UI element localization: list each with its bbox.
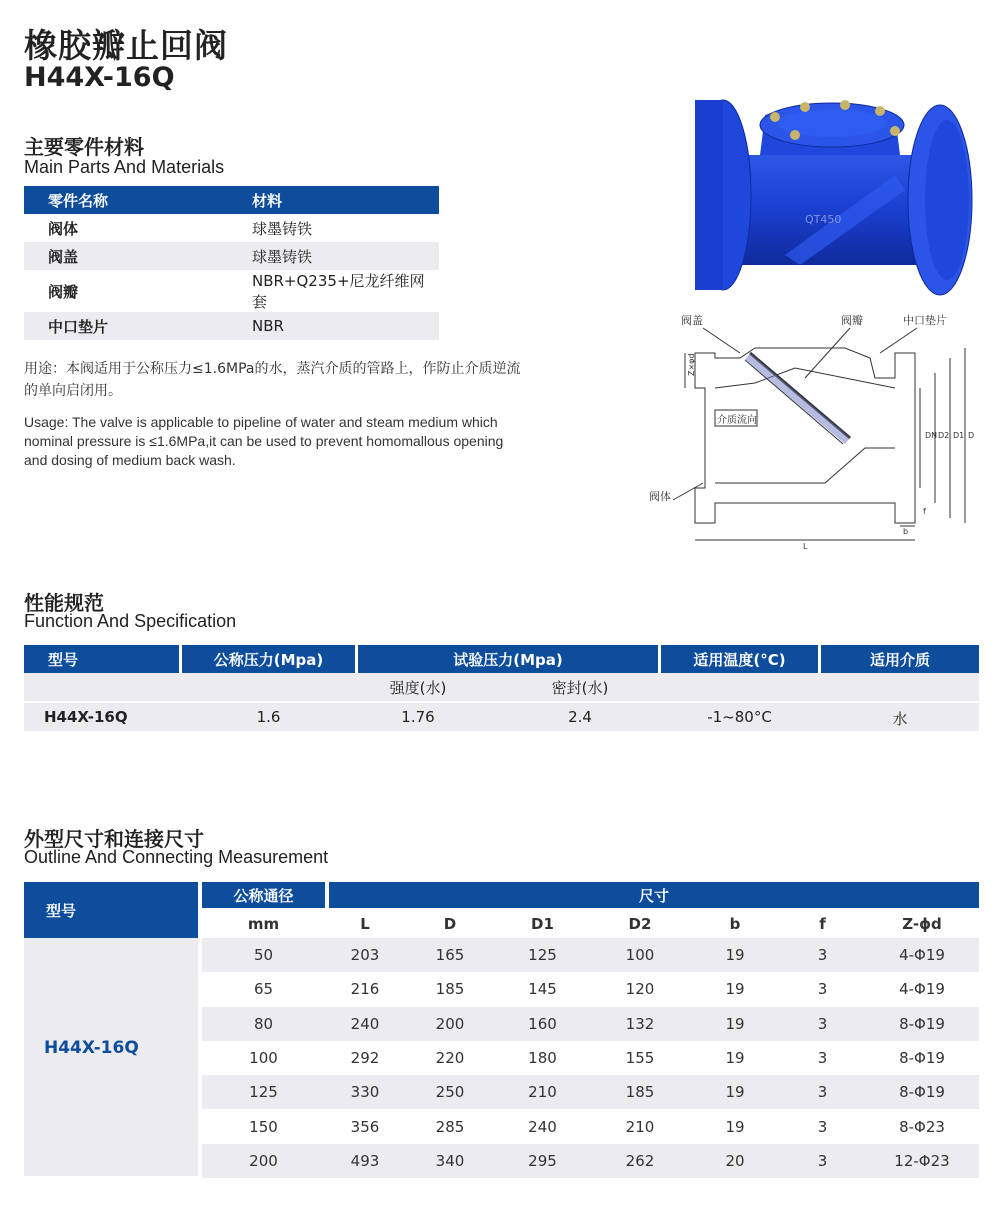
dim-cell-d: 200 (435, 1014, 465, 1033)
label-cover: 阀盖 (681, 314, 703, 327)
table-row (202, 1041, 979, 1075)
dim-cell-d: 250 (435, 1083, 465, 1102)
parts-title-en: Main Parts And Materials (24, 157, 225, 177)
dim-col-size: 尺寸 (329, 882, 979, 908)
spec-row-nominal: 1.6 (256, 708, 281, 726)
spec-row-temperature: -1~80°C (707, 708, 772, 726)
valve-plate-text: QT450 (805, 213, 842, 226)
spec-col-medium: 适用介质 (821, 645, 979, 673)
dim-cell-f: 3 (817, 980, 828, 999)
dim-sub-f: f (819, 915, 826, 933)
dim-cell-f: 3 (817, 1014, 828, 1033)
dim-cell-d: 285 (435, 1117, 465, 1136)
dim-cell-dn: 150 (249, 1117, 278, 1136)
dim-l: L (803, 542, 808, 551)
col-part-name: 零件名称 (24, 186, 228, 214)
dim-cell-b: 19 (725, 1083, 745, 1102)
valve-photo (695, 95, 975, 300)
dim-cell-d1: 125 (528, 946, 557, 964)
dim-cell-d2: 185 (625, 1083, 655, 1102)
col-material: 材料 (228, 186, 439, 214)
spec-subheader-band (24, 673, 979, 701)
dim-cell-b: 20 (725, 1151, 745, 1170)
dim-cell-d1: 180 (528, 1048, 557, 1067)
dim-cell-l: 203 (350, 946, 380, 964)
dim-cell-d: 165 (435, 946, 465, 964)
dim-cell-d: 340 (435, 1151, 465, 1170)
usage-text-en: Usage: The valve is applicable to pipeline of water and steam medium which nominal pressure is ≤1.6MPa,it can be used to prevent homomallous opening and dosing of medium back wash. (24, 414, 504, 468)
dim-cell-b: 19 (725, 1014, 745, 1033)
dim-sub-mm: mm (247, 915, 280, 933)
table-row (202, 938, 979, 972)
dim-cell-zd: 8-Φ19 (899, 1083, 945, 1102)
dim-cell-d2: 120 (625, 980, 655, 999)
dim-sub-d2: D2 (628, 915, 652, 933)
table-row (24, 270, 439, 312)
table-row (202, 1075, 979, 1109)
part-name: 阀体 (48, 219, 79, 238)
table-row (24, 214, 439, 242)
dim-d: D (968, 431, 975, 440)
dim-col-model: 型号 (24, 882, 198, 938)
label-body: 阀体 (649, 490, 671, 503)
dim-cell-f: 3 (817, 1151, 828, 1170)
dim-cell-b: 19 (725, 980, 745, 999)
table-row (24, 242, 439, 270)
spec-row-model: H44X-16Q (44, 708, 128, 726)
spec-col-test-pressure: 试验压力(Mpa) (358, 645, 658, 673)
spec-col-model: 型号 (24, 645, 179, 673)
dim-cell-d2: 155 (625, 1048, 655, 1067)
dim-cell-zd: 8-Φ23 (899, 1117, 945, 1136)
table-row (24, 312, 439, 340)
dim-cell-d: 220 (435, 1048, 465, 1067)
dim-cell-f: 3 (817, 1048, 828, 1067)
dim-cell-l: 240 (350, 1014, 380, 1033)
dim-cell-zd: 8-Φ19 (899, 1014, 945, 1033)
dim-cell-d1: 145 (528, 980, 557, 999)
spec-col-temperature: 适用温度(°C) (661, 645, 818, 673)
valve-cross-section-diagram (645, 308, 990, 553)
dim-title-cn: 外型尺寸和连接尺寸 (24, 827, 204, 851)
dim-cell-d1: 210 (528, 1083, 557, 1102)
dim-cell-d1: 160 (528, 1014, 557, 1033)
dim-cell-dn: 80 (253, 1014, 274, 1033)
part-name: 中口垫片 (24, 312, 228, 340)
dim-f: f (923, 507, 926, 516)
model-title: H44X-16Q (24, 62, 175, 93)
spec-col-nominal-pressure: 公称压力(Mpa) (182, 645, 355, 673)
dim-cell-d1: 295 (528, 1151, 557, 1170)
dim-cell-f: 3 (817, 1117, 828, 1136)
dim-cell-l: 493 (350, 1151, 380, 1170)
parts-table-header (24, 186, 439, 214)
dim-cell-b: 19 (725, 1048, 745, 1067)
dim-sub-l: L (360, 915, 370, 933)
dim-cell-l: 216 (350, 980, 380, 999)
dim-cell-b: 19 (725, 946, 745, 964)
parts-table (24, 186, 439, 340)
dim-zd: Z×φd (687, 353, 696, 376)
part-material: 球墨铸铁 (228, 242, 439, 270)
dim-title-en: Outline And Connecting Measurement (24, 847, 329, 867)
part-material: NBR+Q235+尼龙纤维网套 (252, 272, 425, 311)
dim-cell-d2: 262 (625, 1151, 655, 1170)
part-material: 球墨铸铁 (252, 219, 313, 238)
dim-cell-f: 3 (817, 1083, 828, 1102)
dim-sub-d: D (443, 915, 457, 933)
part-name: 阀瓣 (48, 282, 79, 301)
dim-cell-zd: 12-Φ23 (894, 1151, 950, 1170)
dim-model-label: H44X-16Q (44, 1038, 139, 1058)
spec-row-seal: 2.4 (568, 708, 592, 726)
table-row (202, 1110, 979, 1144)
dim-cell-d2: 132 (625, 1014, 655, 1033)
label-flow-direction: 介质流向 (717, 415, 757, 426)
dim-b: b (903, 527, 909, 536)
dim-cell-l: 356 (350, 1117, 380, 1136)
dim-cell-d2: 210 (625, 1117, 655, 1136)
dim-cell-dn: 100 (249, 1048, 278, 1067)
dim-sub-b: b (729, 915, 741, 933)
dim-dn: DN (925, 431, 938, 440)
dim-sub-zd: Z-ϕd (902, 915, 942, 933)
dim-cell-zd: 4-Φ19 (899, 980, 945, 999)
dim-cell-l: 292 (350, 1048, 380, 1067)
dim-cell-f: 3 (817, 946, 828, 964)
dim-cell-dn: 65 (253, 980, 274, 999)
dim-d1: D1 (953, 431, 965, 440)
spec-sub-strength: 强度(水) (389, 679, 447, 697)
parts-title-cn: 主要零件材料 (24, 135, 144, 159)
dim-d2: D2 (938, 431, 950, 440)
dim-sub-d1: D1 (531, 915, 554, 933)
page-title: 橡胶瓣止回阀 (24, 26, 228, 65)
spec-row-medium: 水 (892, 710, 908, 728)
spec-row-strength: 1.76 (401, 708, 435, 726)
dim-cell-dn: 200 (249, 1151, 278, 1170)
dim-cell-d2: 100 (625, 946, 655, 964)
dim-cell-dn: 50 (253, 946, 274, 964)
table-row (202, 1007, 979, 1041)
spec-title-en: Function And Specification (24, 611, 237, 631)
part-material: NBR (228, 312, 439, 340)
dim-cell-zd: 8-Φ19 (899, 1048, 945, 1067)
dim-cell-zd: 4-Φ19 (899, 946, 945, 964)
dim-cell-d: 185 (435, 980, 465, 999)
spec-sub-seal: 密封(水) (551, 679, 609, 697)
part-name: 阀盖 (24, 242, 228, 270)
dim-cell-l: 330 (350, 1083, 380, 1102)
table-row (202, 972, 979, 1006)
dim-col-nominal: 公称通径 (202, 882, 325, 908)
dim-cell-b: 19 (725, 1117, 745, 1136)
label-gasket: 中口垫片 (903, 314, 947, 327)
table-row (202, 1144, 979, 1178)
dim-cell-dn: 125 (249, 1083, 278, 1102)
dim-cell-d1: 240 (528, 1117, 557, 1136)
spec-title-cn: 性能规范 (24, 591, 104, 615)
usage-text-cn: 用途：本阀适用于公称压力≤1.6MPa的水，蒸汽介质的管路上，作防止介质逆流的单向启闭用。 (24, 361, 521, 399)
label-disc: 阀瓣 (841, 314, 863, 327)
